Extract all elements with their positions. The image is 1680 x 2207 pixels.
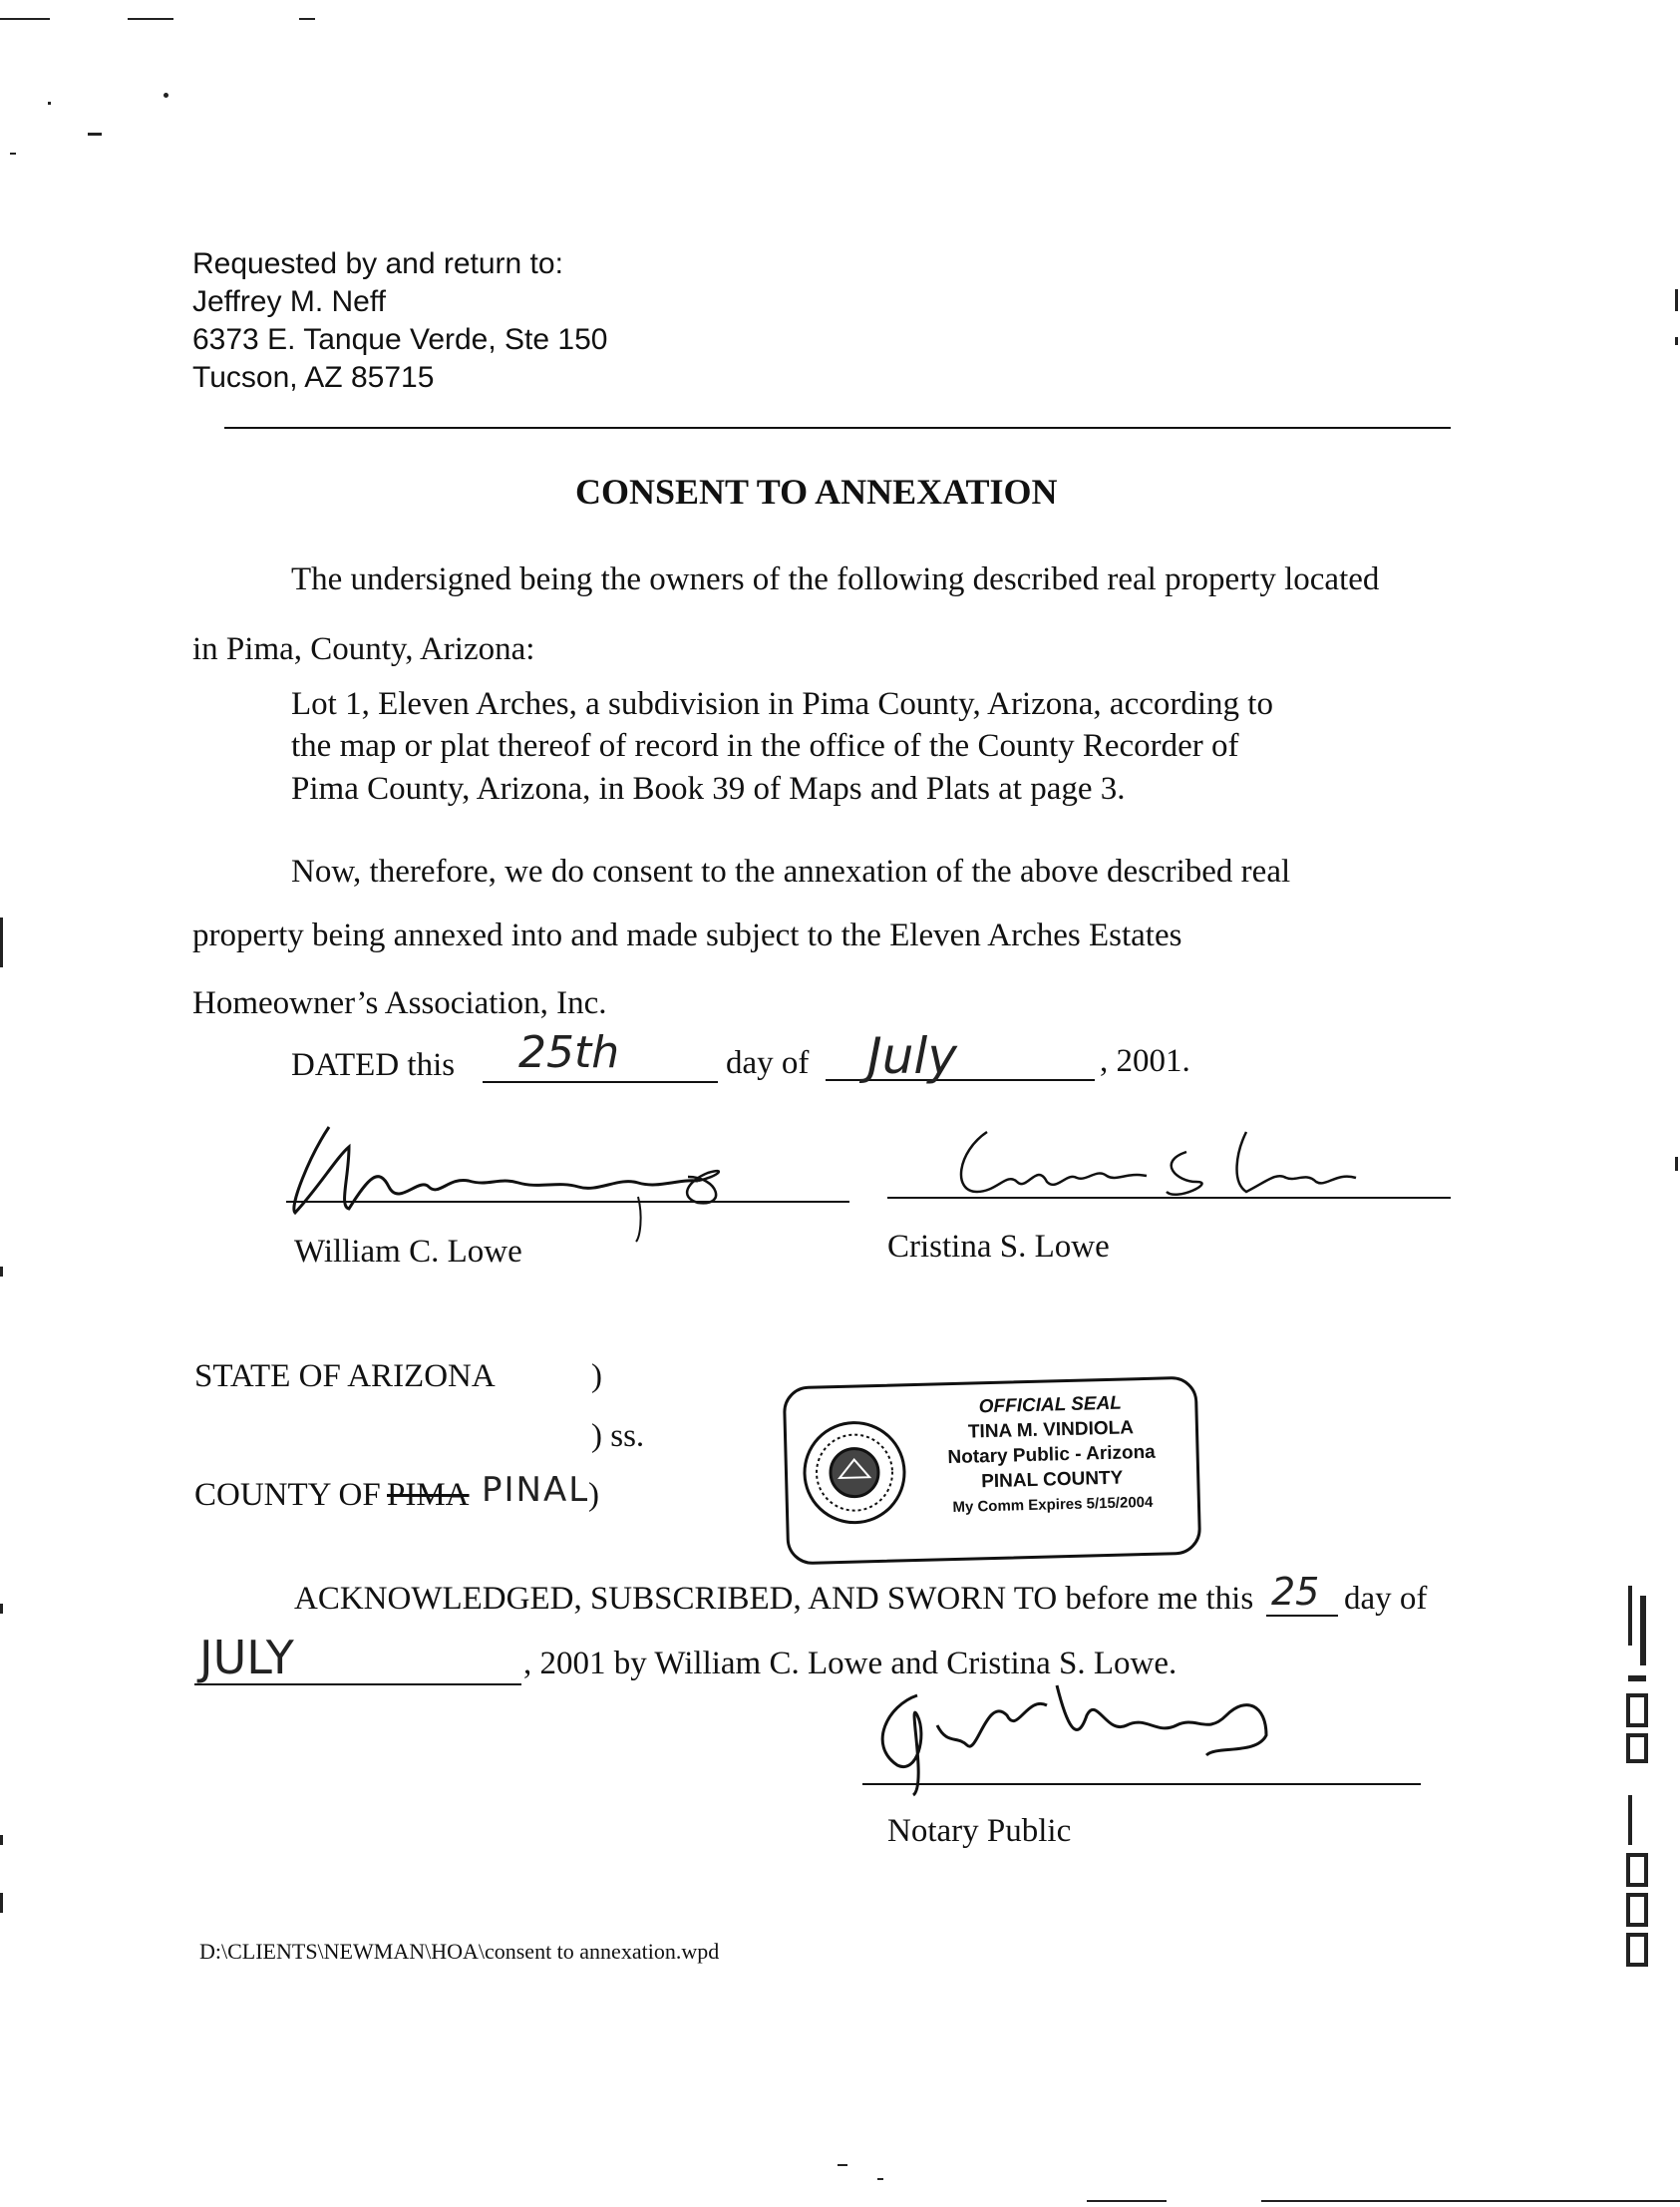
signature-line-1	[286, 1201, 849, 1203]
margin-tick	[0, 1267, 3, 1277]
margin-tick	[1675, 1157, 1678, 1171]
signer-2-name: Cristina S. Lowe	[887, 1229, 1110, 1265]
venue-paren-1: )	[591, 1358, 602, 1394]
legal-description-line3: Pima County, Arizona, in Book 39 of Maps and Plats at page 3.	[291, 771, 1126, 807]
margin-tick	[0, 1835, 3, 1845]
venue-county-prefix: COUNTY OF	[194, 1477, 381, 1513]
para1-line1: The undersigned being the owners of the following described real property located	[291, 561, 1380, 597]
margin-tick	[1675, 337, 1678, 345]
seal-line-expiry: My Comm Expires 5/15/2004	[952, 1493, 1154, 1517]
seal-line-name: TINA M. VINDIOLA	[967, 1417, 1135, 1443]
ack-day-underline	[1266, 1615, 1338, 1617]
para2-line3: Homeowner’s Association, Inc.	[192, 985, 607, 1021]
requester-name: Jeffrey M. Neff	[192, 285, 386, 318]
scan-speck	[838, 2164, 847, 2166]
signature-william-lowe	[279, 1117, 798, 1247]
para1-line2: in Pima, County, Arizona:	[192, 631, 535, 667]
scan-speck	[48, 102, 51, 105]
ack-line1-text: ACKNOWLEDGED, SUBSCRIBED, AND SWORN TO before me this	[294, 1581, 1254, 1617]
margin-tick	[0, 1604, 3, 1614]
signer-1-name: William C. Lowe	[294, 1234, 522, 1270]
margin-tick	[0, 918, 3, 967]
recording-number-marks	[1620, 1586, 1660, 1985]
file-path: D:\CLIENTS\NEWMAN\HOA\consent to annexation.wpd	[199, 1939, 720, 1964]
notary-seal	[783, 1376, 1202, 1566]
venue-state: STATE OF ARIZONA	[194, 1358, 496, 1394]
dated-month-handwritten: July	[867, 1027, 957, 1085]
dated-day-underline	[483, 1081, 718, 1083]
para2-line1: Now, therefore, we do consent to the annexation of the above described real	[291, 854, 1291, 890]
scan-mark	[1261, 2200, 1680, 2202]
margin-tick	[0, 1893, 3, 1913]
notary-signature-line	[862, 1783, 1421, 1785]
dated-year: , 2001.	[1100, 1043, 1190, 1079]
venue-paren-3: )	[588, 1477, 599, 1513]
legal-description-line1: Lot 1, Eleven Arches, a subdivision in Pima County, Arizona, according to	[291, 686, 1273, 722]
address-line-2: Tucson, AZ 85715	[192, 361, 435, 394]
dated-month-underline	[826, 1079, 1095, 1081]
requested-by-line: Requested by and return to:	[192, 247, 563, 280]
ack-day-handwritten: 25	[1271, 1570, 1320, 1614]
ack-month-handwritten: JULY	[199, 1631, 294, 1684]
scan-speck	[10, 153, 16, 155]
seal-line-county: PINAL COUNTY	[980, 1467, 1124, 1493]
notary-label: Notary Public	[887, 1813, 1072, 1849]
para2-line2: property being annexed into and made subject to the Eleven Arches Estates	[192, 918, 1182, 953]
scan-speck	[877, 2178, 883, 2180]
ack-line2-text: , 2001 by William C. Lowe and Cristina S. Lowe.	[523, 1646, 1177, 1681]
margin-tick	[1675, 289, 1678, 311]
scan-mark	[128, 18, 173, 20]
dated-prefix: DATED this	[291, 1047, 456, 1083]
dated-day-of: day of	[726, 1045, 810, 1081]
scan-speck	[164, 93, 168, 98]
scan-speck	[88, 133, 102, 136]
document-title: CONSENT TO ANNEXATION	[575, 472, 1058, 512]
venue-ss: ) ss.	[591, 1418, 645, 1454]
dated-day-handwritten: 25th	[518, 1027, 620, 1078]
signature-line-2	[887, 1197, 1451, 1199]
venue-county-struck: PIMA	[387, 1477, 470, 1513]
signature-cristina-lowe	[947, 1112, 1426, 1222]
seal-line-official: OFFICIAL SEAL	[978, 1392, 1123, 1418]
legal-description-line2: the map or plat thereof of record in the office of the County Recorder of	[291, 728, 1239, 764]
scan-mark	[299, 18, 315, 20]
header-divider	[224, 427, 1451, 429]
ack-line1-end: day of	[1344, 1581, 1428, 1617]
scan-mark	[1087, 2200, 1167, 2202]
state-seal-emblem	[799, 1416, 911, 1529]
address-line-1: 6373 E. Tanque Verde, Ste 150	[192, 323, 608, 356]
seal-line-title: Notary Public - Arizona	[947, 1441, 1157, 1469]
venue-county-handwritten: PINAL	[482, 1470, 590, 1510]
scan-mark	[0, 18, 50, 20]
